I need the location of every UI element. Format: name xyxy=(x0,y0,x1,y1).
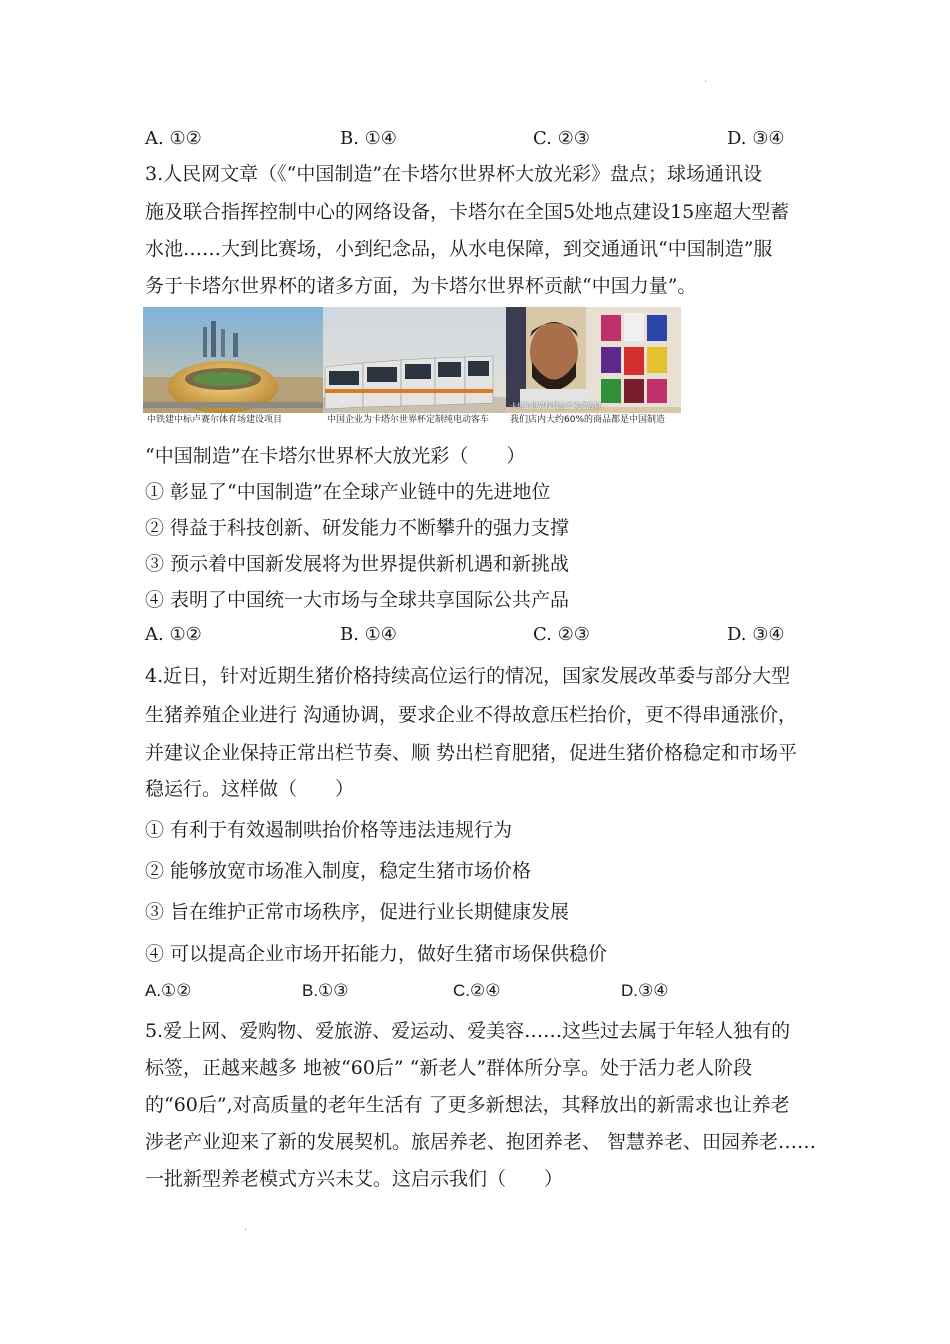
q4-item[interactable]: ④ 可以提高企业市场开拓能力，做好生猪市场保供稳价 xyxy=(145,943,608,965)
q3-item[interactable]: ③ 预示着中国新发展将为世界提供新机遇和新挑战 xyxy=(145,553,570,575)
q3-item[interactable]: ① 彰显了“中国制造”在全球产业链中的先进地位 xyxy=(145,481,551,503)
q3-question: “中国制造”在卡塔尔世界杯大放光彩（ ） xyxy=(145,445,526,467)
speck-mark: . xyxy=(244,1222,248,1233)
photo-caption: 我们店内大约60%的商品都是中国制造 xyxy=(506,413,681,428)
option-c[interactable]: C.②④ xyxy=(453,981,501,1000)
q4-stem-line: 生猪养殖企业进行 沟通协调，要求企业不得故意压栏抬价，更不得串通涨价， xyxy=(145,704,798,726)
photo-caption: 中铁建中标卢赛尔体育场建设项目 xyxy=(143,413,323,428)
option-b[interactable]: B. ①④ xyxy=(340,128,397,149)
q3-stem-line: 水池……大到比赛场，小到纪念品，从水电保障，到交通通讯“中国制造”服 xyxy=(145,238,773,260)
option-a[interactable]: A. ①② xyxy=(145,624,202,645)
bus-photo xyxy=(323,307,506,428)
photo-caption: 中国企业为卡塔尔世界杯定制纯电动客车 xyxy=(323,413,506,428)
stadium-photo xyxy=(143,307,323,428)
q5-stem-line: 涉老产业迎来了新的发展契机。旅居养老、抱团养老、 智慧养老、田园养老…… xyxy=(145,1131,817,1153)
q4-stem-line: 并建议企业保持正常出栏节奏、顺 势出栏育肥猪，促进生猪价格稳定和市场平 xyxy=(145,742,798,764)
q4-stem-line: 稳运行。这样做（ ） xyxy=(145,778,355,800)
stadium-image xyxy=(143,307,323,428)
q3-stem-line: 务于卡塔尔世界杯的诸多方面，为卡塔尔世界杯贡献“中国力量”。 xyxy=(145,275,697,297)
bus-image xyxy=(323,307,506,428)
speck-mark: . xyxy=(704,74,708,85)
option-d[interactable]: D. ③④ xyxy=(727,624,785,645)
q5-stem-line: 的“60后”,对高质量的老年生活有 了更多新想法，其释放出的新需求也让养老 xyxy=(145,1094,790,1116)
q3-stem-line: 施及联合指挥控制中心的网络设备，卡塔尔在全国5处地点建设15座超大型蓄 xyxy=(145,201,790,223)
q3-photo-strip xyxy=(143,307,681,428)
option-c[interactable]: C. ②③ xyxy=(533,128,590,149)
option-d[interactable]: D.③④ xyxy=(621,981,669,1000)
option-b[interactable]: B.①③ xyxy=(302,981,349,1000)
photo-top-caption: 卡塔尔世界杯商品专卖店店员 xyxy=(510,402,601,410)
q5-stem-line: 一批新型养老模式方兴未艾。这启示我们（ ） xyxy=(145,1168,564,1190)
option-d[interactable]: D. ③④ xyxy=(727,128,785,149)
q5-stem-line: 5.爱上网、爱购物、爱旅游、爱运动、爱美容……这些过去属于年轻人独有的 xyxy=(145,1020,791,1042)
q4-item[interactable]: ② 能够放宽市场准入制度，稳定生猪市场价格 xyxy=(145,860,532,882)
option-a[interactable]: A. ①② xyxy=(145,128,202,149)
option-b[interactable]: B. ①④ xyxy=(340,624,397,645)
option-a[interactable]: A.①② xyxy=(145,981,192,1000)
q5-stem-line: 标签，正越来越多 地被“60后” “新老人”群体所分享。处于活力老人阶段 xyxy=(145,1057,753,1079)
option-c[interactable]: C. ②③ xyxy=(533,624,590,645)
q3-item[interactable]: ② 得益于科技创新、研发能力不断攀升的强力支撑 xyxy=(145,517,570,539)
q4-item[interactable]: ③ 旨在维护正常市场秩序，促进行业长期健康发展 xyxy=(145,901,570,923)
store-photo xyxy=(506,307,681,428)
q4-item[interactable]: ① 有利于有效遏制哄抬价格等违法违规行为 xyxy=(145,819,513,841)
q3-stem-line: 3.人民网文章（《“中国制造”在卡塔尔世界杯大放光彩》盘点；球场通讯设 xyxy=(145,163,763,185)
q3-item[interactable]: ④ 表明了中国统一大市场与全球共享国际公共产品 xyxy=(145,589,570,611)
q4-stem-line: 4.近日，针对近期生猪价格持续高位运行的情况，国家发展改革委与部分大型 xyxy=(145,665,791,687)
